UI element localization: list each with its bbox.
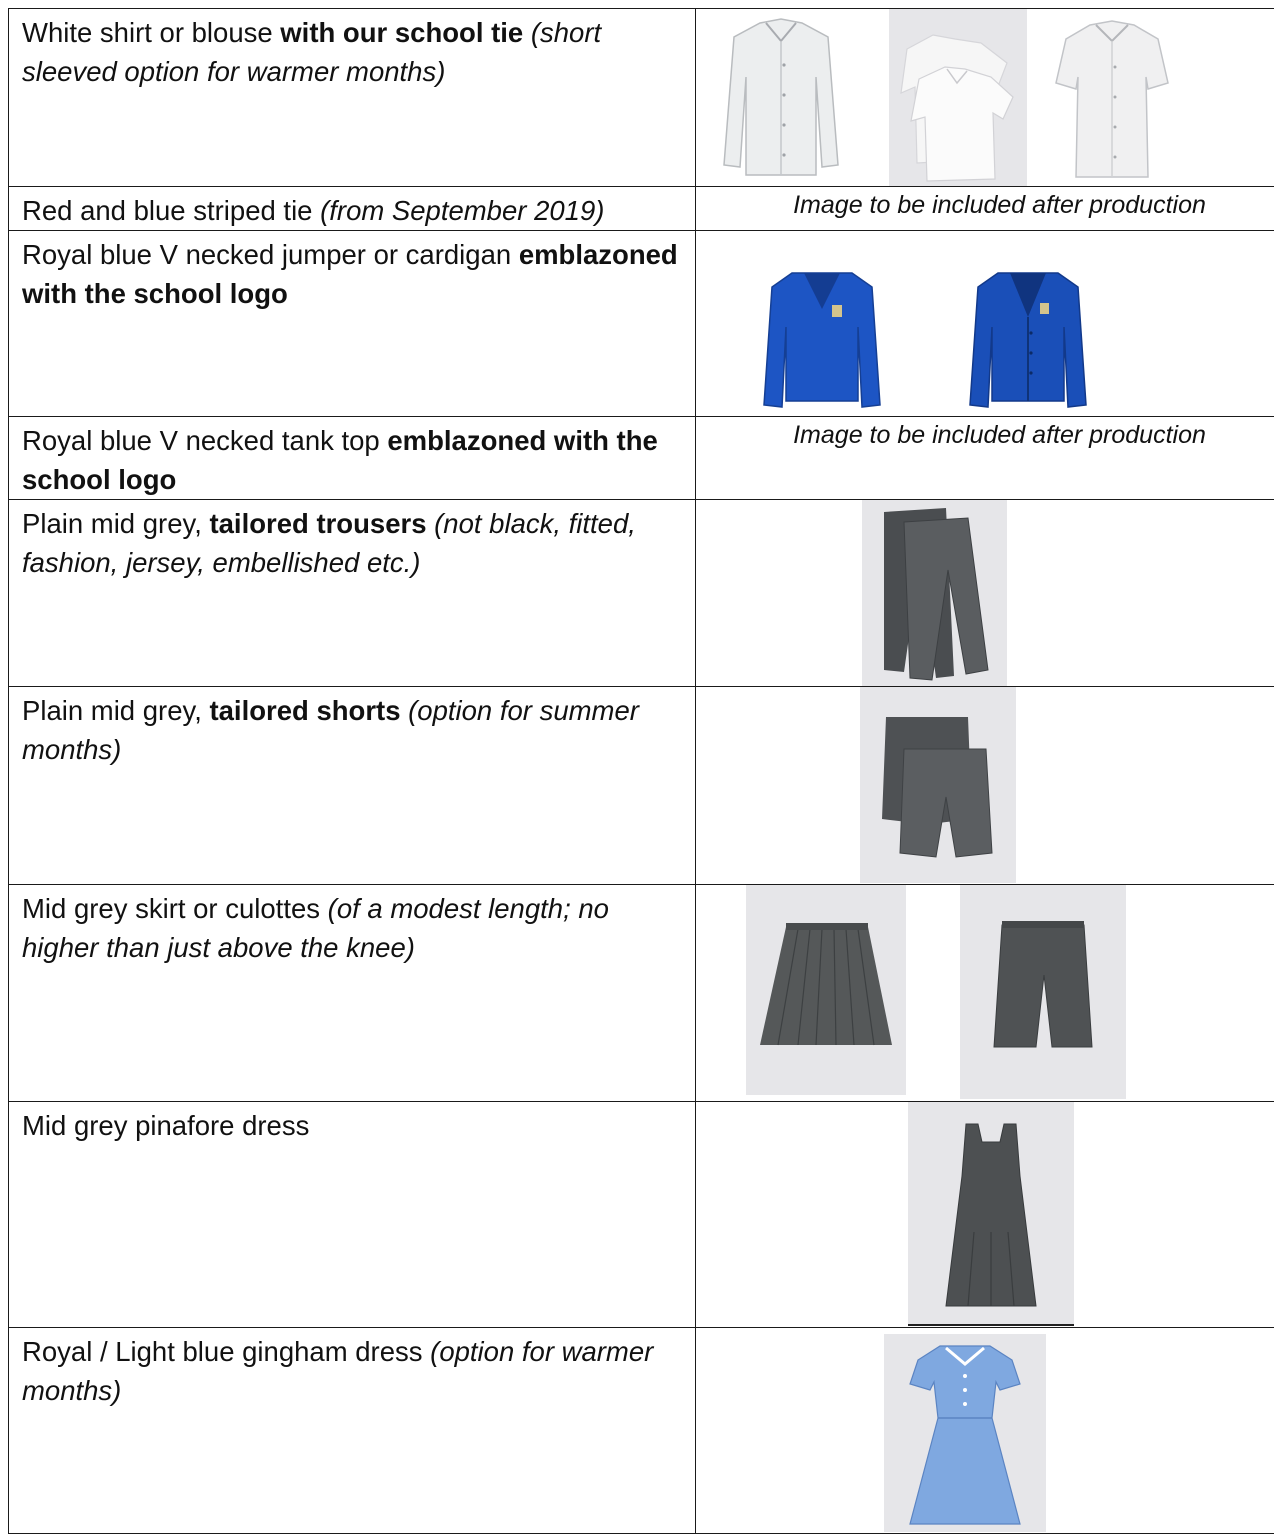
item-description bbox=[9, 231, 696, 417]
description-text: Royal / Light blue gingham dress bbox=[22, 1336, 431, 1367]
item-description bbox=[9, 1102, 696, 1328]
blue-gingham-dress-photo bbox=[884, 1334, 1046, 1532]
description-bold-text: emblazoned with the school logo bbox=[22, 425, 658, 495]
table-row bbox=[9, 500, 1274, 687]
image-placeholder-note: Image to be included after production bbox=[793, 421, 1206, 449]
table-row bbox=[9, 1328, 1274, 1534]
description-bold-text: emblazoned with the school logo bbox=[22, 239, 678, 309]
item-description bbox=[9, 9, 696, 187]
description-text: Plain mid grey, bbox=[22, 695, 210, 726]
description-italic-text: (not black, fitted, fashion, jersey, embellished etc.) bbox=[22, 508, 636, 578]
item-images bbox=[696, 187, 1274, 231]
grey-pleated-skirt-photo bbox=[746, 885, 906, 1095]
image-placeholder-note: Image to be included after production bbox=[793, 191, 1206, 219]
description-text: Royal blue V necked jumper or cardigan bbox=[22, 239, 519, 270]
description-text: Red and blue striped tie bbox=[22, 195, 321, 226]
item-description bbox=[9, 687, 696, 885]
item-description bbox=[9, 417, 696, 500]
grey-shorts-photo bbox=[860, 687, 1016, 883]
item-images bbox=[696, 1102, 1274, 1328]
description-italic-text: (of a modest length; no higher than just above the knee) bbox=[22, 893, 609, 963]
grey-trousers-photo bbox=[862, 500, 1007, 686]
item-description bbox=[9, 885, 696, 1102]
description-italic-text: (short sleeved option for warmer months) bbox=[22, 17, 602, 87]
table-row bbox=[9, 417, 1274, 500]
description-italic-text: (option for summer months) bbox=[22, 695, 639, 765]
table-row bbox=[9, 885, 1274, 1102]
description-bold-text: with our school tie bbox=[280, 17, 524, 48]
grey-culottes-photo bbox=[960, 885, 1126, 1099]
description-italic-text: (option for warmer months) bbox=[22, 1336, 654, 1406]
description-text: Mid grey pinafore dress bbox=[22, 1110, 310, 1141]
description-bold-text: tailored shorts bbox=[209, 695, 401, 726]
royal-blue-cardigan-photo bbox=[968, 267, 1088, 413]
description-bold-text: tailored trousers bbox=[209, 508, 427, 539]
item-images bbox=[696, 500, 1274, 687]
item-images bbox=[696, 9, 1274, 187]
item-images bbox=[696, 417, 1274, 500]
royal-blue-jumper-photo bbox=[762, 267, 882, 413]
item-images bbox=[696, 885, 1274, 1102]
item-description bbox=[9, 1328, 696, 1534]
table-row bbox=[9, 9, 1274, 187]
description-italic-text: (from September 2019) bbox=[320, 195, 605, 226]
table-row bbox=[9, 1102, 1274, 1328]
short-sleeve-white-blouses-photo bbox=[889, 9, 1027, 186]
item-images bbox=[696, 231, 1274, 417]
item-description bbox=[9, 500, 696, 687]
grey-pinafore-dress-photo bbox=[908, 1102, 1074, 1326]
uniform-table bbox=[8, 8, 1274, 1534]
item-images bbox=[696, 1328, 1274, 1534]
description-text: Plain mid grey, bbox=[22, 508, 210, 539]
table-row bbox=[9, 687, 1274, 885]
description-text: Mid grey skirt or culottes bbox=[22, 893, 328, 924]
long-sleeve-white-shirt-photo bbox=[720, 15, 842, 181]
short-sleeve-white-shirt-photo bbox=[1052, 17, 1172, 182]
item-images bbox=[696, 687, 1274, 885]
table-row bbox=[9, 231, 1274, 417]
description-text: Royal blue V necked tank top bbox=[22, 425, 388, 456]
item-description bbox=[9, 187, 696, 231]
table-row bbox=[9, 187, 1274, 231]
description-text: White shirt or blouse bbox=[22, 17, 281, 48]
